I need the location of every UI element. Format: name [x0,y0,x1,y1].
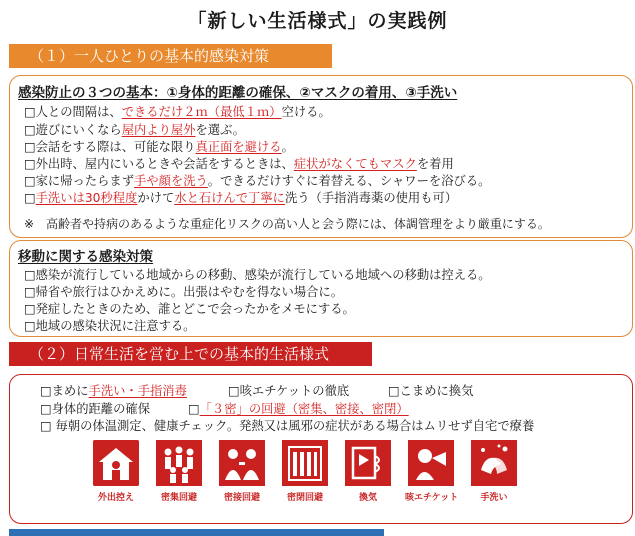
list-item: □感染が流行している地域からの移動、感染が流行している地域への移動は控える。 [24,268,491,282]
note-text: ※ 高齢者や持病のあるような重症化リスクの高い人と会う際には、体調管理をより厳重にする。 [24,217,550,231]
section-1-header: （１）一人ひとりの基本的感染対策 [9,44,332,68]
movement-measures-box [9,240,633,337]
list-item: □遊びにいくなら屋内より屋外を選ぶ。 [24,123,245,137]
movement-measures-heading: 移動に関する感染対策 [18,249,153,265]
list-item: □人との間隔は、できるだけ２ｍ（最低１ｍ）空ける。 [24,105,331,119]
list-item: □家に帰ったらまず手や顔を洗う。できるだけすぐに着替える、シャワーを浴びる。 [24,174,491,188]
list-item: □こまめに換気 [388,384,474,398]
list-item: □地域の感染状況に注意する。 [24,319,196,333]
close-contact-icon: 密接回避 [216,440,268,503]
list-item: □発症したときのため、誰とどこで会ったかをメモにする。 [24,302,355,316]
cough-etiquette-icon: 咳エチケット [405,440,457,503]
ventilation-icon: 換気 [342,440,394,503]
handwashing-icon: 手洗い [468,440,520,503]
list-item: □会話をする際は、可能な限り真正面を避ける。 [24,140,294,154]
list-item: □外出時、屋内にいるときや会話をするときは、症状がなくてもマスクを着用 [24,157,454,171]
list-item: □咳エチケットの徹底 [228,384,350,398]
crowd-icon: 密集回避 [153,440,205,503]
section-3-header [9,529,384,536]
page-title: 「新しい生活様式」の実践例 [187,10,448,32]
closed-room-icon: 密閉回避 [279,440,331,503]
basic-measures-heading: 感染防止の３つの基本：①身体的距離の確保、②マスクの着用、③手洗い [18,85,458,101]
list-item: □ 毎朝の体温測定、健康チェック。発熱又は風邪の症状がある場合はムリせず自宅で療養 [40,419,535,433]
basic-measures-box [9,75,633,238]
list-item: □手洗いは30秒程度かけて水と石けんで丁寧に洗う（手指消毒薬の使用も可） [24,191,458,205]
list-item: □身体的距離の確保 [40,402,150,416]
lifestyle-icons-row [90,440,530,520]
list-item: □「３密」の回避（密集、密接、密閉） [188,402,409,416]
house-person-icon: 外出控え [90,440,142,503]
section-2-header: （２）日常生活を営む上での基本的生活様式 [9,342,372,366]
list-item: □まめに手洗い・手指消毒 [40,384,187,398]
list-item: □帰省や旅行はひかえめに。出張はやむを得ない場合に。 [24,285,344,299]
